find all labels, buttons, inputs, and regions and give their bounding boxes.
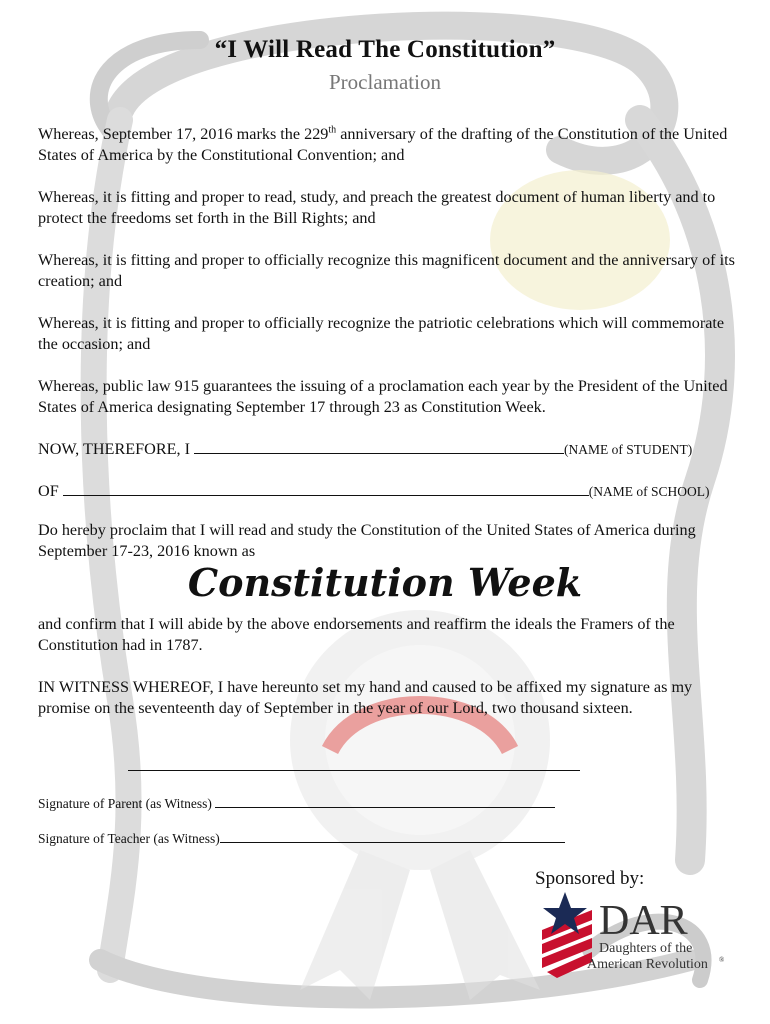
paragraph-8: IN WITNESS WHEREOF, I have hereunto set my hand and caused to be affixed my signature as my promise on the seventeenth day of September in the year of our Lord, two thousand sixteen.	[38, 678, 693, 717]
student-name-field[interactable]	[194, 439, 564, 454]
paragraph-1-text-cont: anniversary of the drafting of the Constitution of the United States of America by the Constitutional Convention; and	[38, 125, 728, 164]
ordinal-suffix: th	[328, 124, 337, 136]
sponsored-by-label: Sponsored by:	[535, 868, 645, 889]
parent-signature-label: Signature of Parent (as Witness)	[38, 796, 216, 811]
teacher-signature-line	[38, 830, 565, 847]
paragraph-1-text: Whereas, September 17, 2016 marks the 229	[38, 125, 329, 143]
dar-logo	[537, 890, 727, 980]
teacher-signature-label: Signature of Teacher (as Witness)	[38, 831, 220, 846]
parent-signature-line	[38, 795, 555, 812]
document-title: “I Will Read The Constitution”	[214, 36, 556, 63]
student-line-label: NOW, THEREFORE, I	[38, 440, 195, 458]
student-signature-field[interactable]	[128, 756, 580, 771]
constitution-week-heading: Constitution Week	[187, 560, 583, 605]
dar-name-line-2: American Revolution	[587, 957, 708, 972]
paragraph-1	[38, 124, 738, 166]
school-name-field[interactable]	[63, 481, 589, 496]
paragraph-5: Whereas, public law 915 guarantees the issuing of a proclamation each year by the President of the United States of America designating September 17 through 23 as Constitution Week.	[38, 377, 728, 416]
document-subtitle: Proclamation	[329, 70, 441, 94]
registered-mark: ®	[719, 956, 725, 964]
paragraph-4: Whereas, it is fitting and proper to officially recognize the patriotic celebrations which will commemorate the occasion; and	[38, 314, 725, 353]
dar-name-line-1: Daughters of the	[599, 941, 693, 956]
student-name-line	[38, 439, 738, 460]
school-line-label: OF	[38, 482, 63, 500]
teacher-signature-field[interactable]	[220, 830, 565, 843]
paragraph-3: Whereas, it is fitting and proper to officially recognize this magnificent document and the anniversary of its creation; and	[38, 251, 735, 290]
dar-initials: DAR	[599, 898, 688, 944]
paragraph-7: and confirm that I will abide by the above endorsements and reaffirm the ideals the Framers of the Constitution had in 1787.	[38, 615, 675, 654]
parent-signature-field[interactable]	[215, 795, 555, 808]
paragraph-2: Whereas, it is fitting and proper to read, study, and preach the greatest document of human liberty and to protect the freedoms set forth in the Bill Rights; and	[38, 188, 716, 227]
school-name-line	[38, 481, 738, 502]
paragraph-6: Do hereby proclaim that I will read and study the Constitution of the United States of America during September 17-23, 2016 known as	[38, 521, 696, 560]
school-name-hint: (NAME of SCHOOL)	[588, 484, 710, 499]
student-name-hint: (NAME of STUDENT)	[564, 442, 693, 457]
